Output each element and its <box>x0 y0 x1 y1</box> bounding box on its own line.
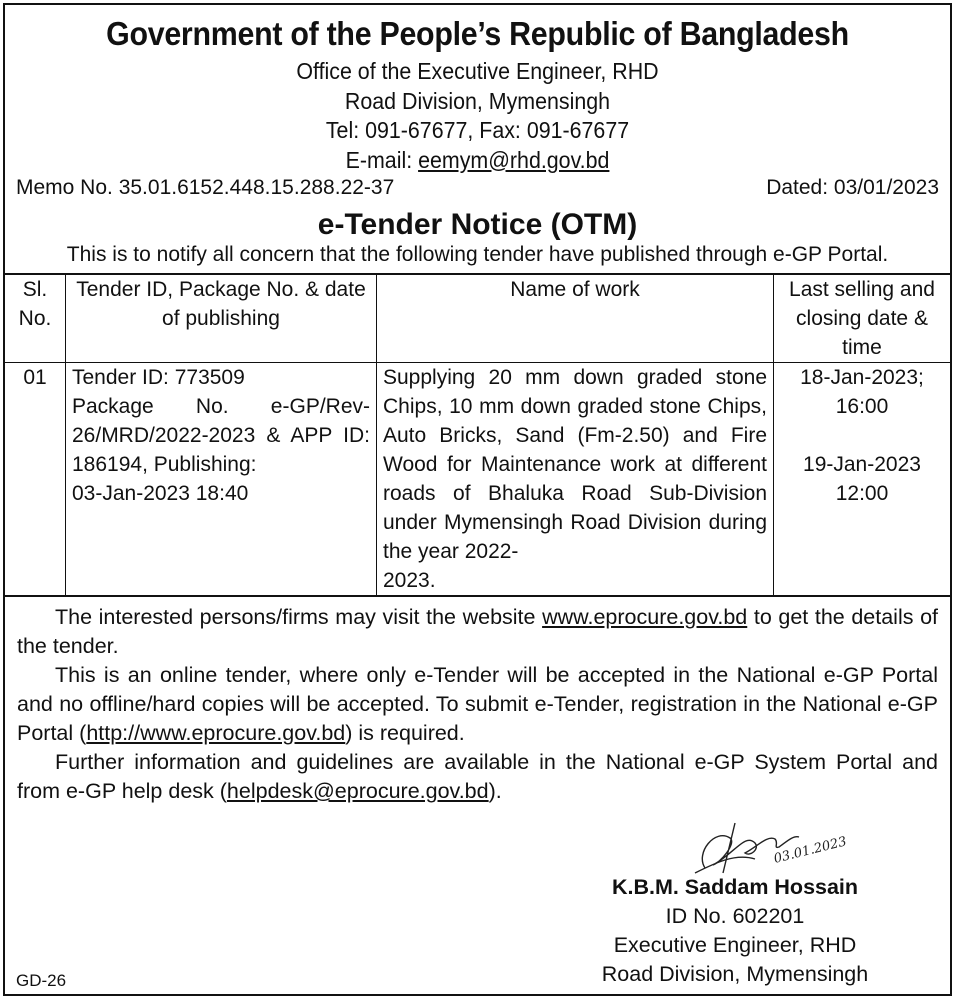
cell-tender <box>66 363 377 597</box>
selling-time: 16:00 <box>835 395 889 418</box>
p1-text: The interested persons/firms may visit the website <box>55 605 543 629</box>
closing-date: 19-Jan-2023 <box>803 453 921 476</box>
p3-text-end: ). <box>488 779 502 803</box>
memo-date: Dated: 03/01/2023 <box>766 176 939 199</box>
tel-fax: Tel: 091-67677, Fax: 091-67677 <box>325 117 630 143</box>
table-header-row <box>5 274 950 363</box>
email-line <box>38 146 917 176</box>
header-date: Last selling and closing date & time <box>774 274 951 363</box>
cell-sl: 01 <box>5 363 66 597</box>
work-year-end: 2023. <box>383 569 436 592</box>
tender-notice-page <box>3 3 952 996</box>
helpdesk-link[interactable]: helpdesk@eprocure.gov.bd <box>226 779 489 803</box>
tender-table <box>5 273 950 597</box>
notice-intro: This is to notify all concern that the following tender have published through e-GP Portal. <box>66 243 889 266</box>
website-link[interactable]: www.eprocure.gov.bd <box>542 605 748 629</box>
p1-text-end: to get the details of the tender. <box>17 605 939 658</box>
selling-date: 18-Jan-2023; <box>800 366 924 389</box>
svg-text:03.01.2023: 03.01.2023 <box>772 834 849 867</box>
paragraph-website <box>17 603 938 661</box>
p2-text-end: ) is required. <box>345 721 465 745</box>
notice-title: e-Tender Notice (OTM) <box>317 208 638 241</box>
header-sl: Sl. No. <box>5 274 66 363</box>
paragraph-online <box>17 661 938 748</box>
package-info: Package No. e-GP/Rev-26/MRD/2022-2023 & APP ID: 186194, Publishing: <box>72 395 370 476</box>
cell-work <box>377 363 774 597</box>
signatory-block <box>585 873 885 989</box>
paragraph-helpdesk <box>17 748 938 806</box>
table-row <box>5 363 950 597</box>
office-name: Office of the Executive Engineer, RHD <box>296 58 659 84</box>
p3-text: Further information and guidelines are available in the National e-GP System Portal and from e-GP help desk ( <box>17 750 938 803</box>
signatory-name: K.B.M. Saddam Hossain <box>611 875 859 899</box>
p2-text: This is an online tender, where only e-Tender will be accepted in the National e-GP Portal and no offline/hard copies will be accepted. To submit e-Tender, registration in the National e-GP Portal ( <box>17 663 938 745</box>
signatory-designation: Executive Engineer, RHD <box>613 933 857 957</box>
cell-date <box>774 363 951 597</box>
closing-time: 12:00 <box>835 482 889 505</box>
email-label: E-mail: <box>345 146 419 173</box>
work-description: Supplying 20 mm down graded stone Chips, 10 mm down graded stone Chips, Auto Bricks, Sand (Fm-2.50) and Fire Wood for Maintenance work at different roads of Bhaluka Road Sub-Division under Mymensingh Road Division during the year 2022- <box>383 366 767 563</box>
government-title: Government of the People’s Republic of Bangladesh <box>106 15 849 52</box>
letterhead <box>5 11 950 175</box>
memo-number: Memo No. 35.01.6152.448.15.288.22-37 <box>16 176 395 199</box>
email-link[interactable]: eemym@rhd.gov.bd <box>418 146 610 173</box>
header-work: Name of work <box>377 274 774 363</box>
portal-link[interactable]: http://www.eprocure.gov.bd <box>86 721 346 745</box>
memo-row <box>5 175 950 201</box>
signatory-id: ID No. 602201 <box>665 904 805 928</box>
header-tender: Tender ID, Package No. & date of publishing <box>66 274 377 363</box>
notice-body <box>5 597 950 806</box>
division-name: Road Division, Mymensingh <box>344 87 611 114</box>
signatory-division: Road Division, Mymensingh <box>601 962 869 986</box>
published-date: 03-Jan-2023 18:40 <box>72 482 249 505</box>
footer-code: GD-26 <box>16 971 67 990</box>
tender-id: Tender ID: 773509 <box>72 366 245 389</box>
